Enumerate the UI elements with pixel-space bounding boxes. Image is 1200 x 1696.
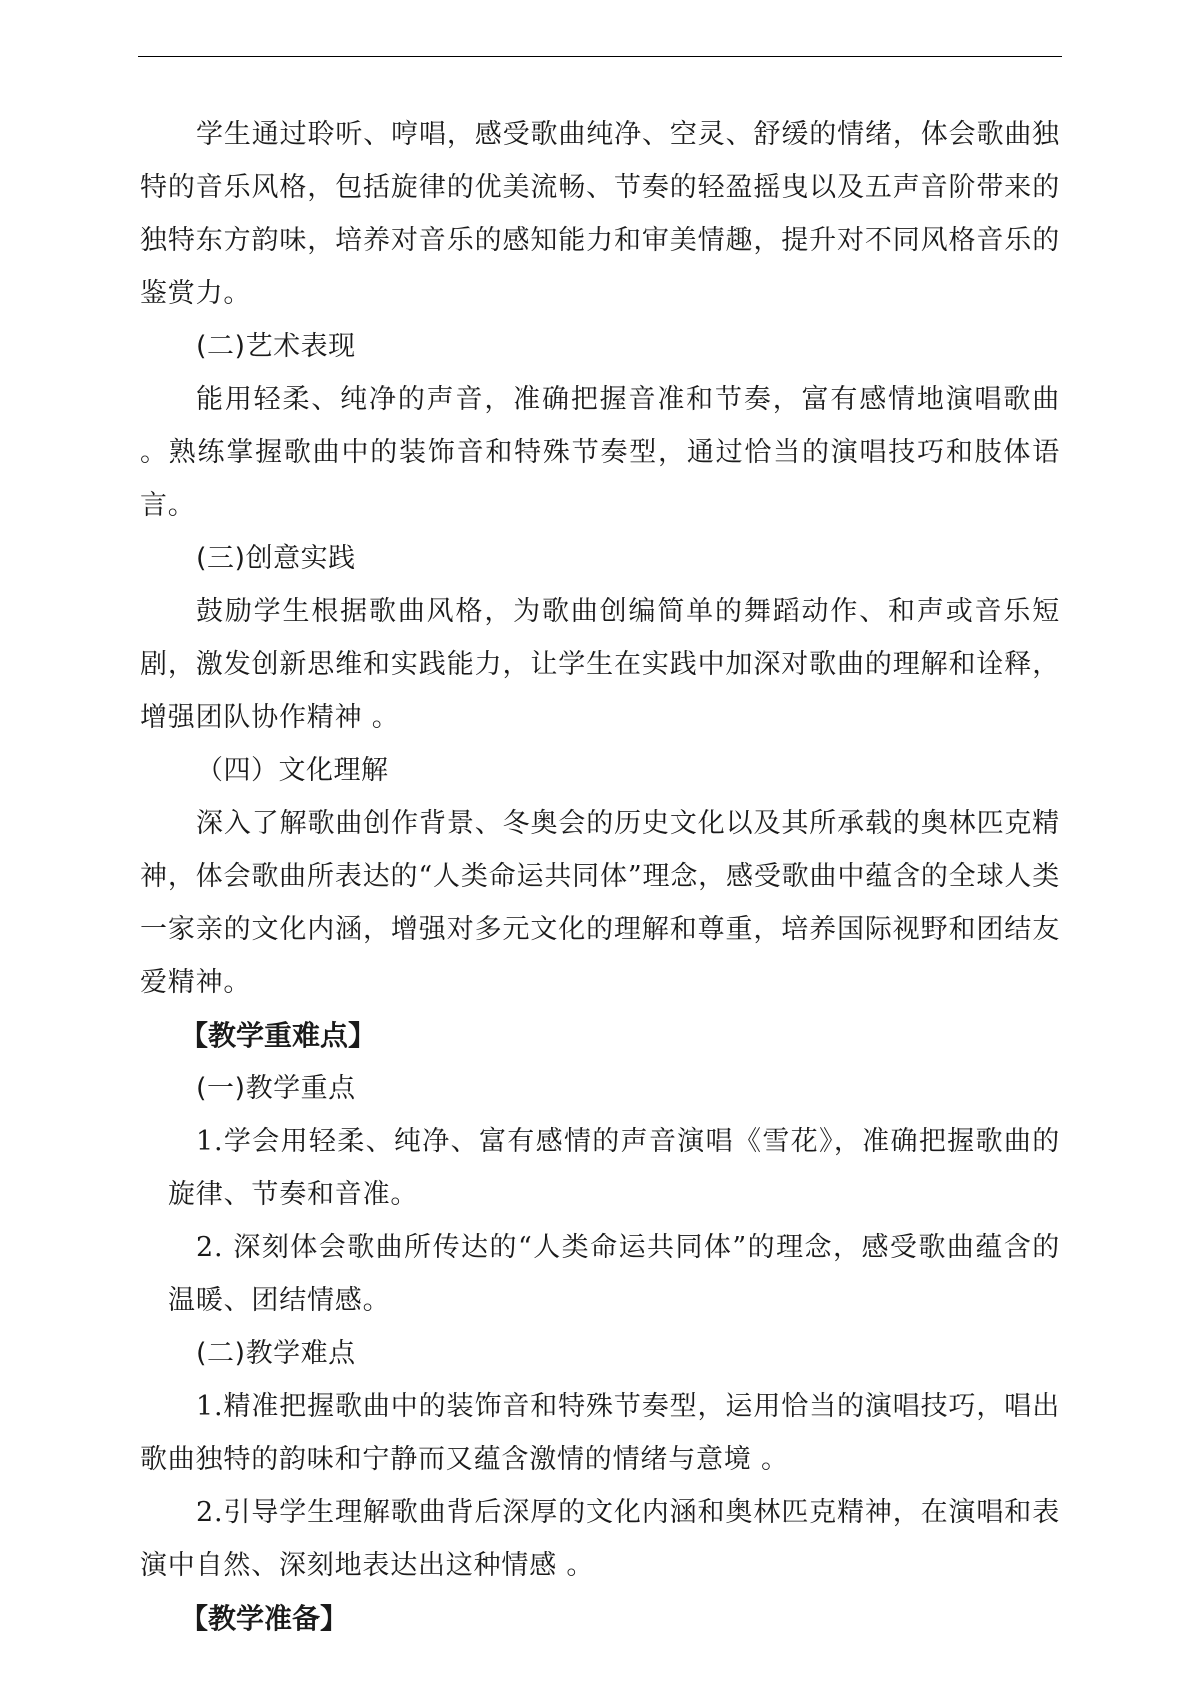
paragraph-creative-practice: 鼓励学生根据歌曲风格，为歌曲创编简单的舞蹈动作、和声或音乐短剧，激发创新思维和实践能力，让学生在实践中加深对歌曲的理解和诠释，增强团队协作精神 。 — [140, 596, 1060, 733]
subheading-difficult-points: (二)教学难点 — [196, 1338, 356, 1369]
key-point-item-2: 2. 深刻体会歌曲所传达的“人类命运共同体”的理念，感受歌曲蕴含的温暖、团结情感。 — [168, 1232, 1060, 1316]
heading-key-and-difficult-points: 【教学重难点】 — [180, 1019, 377, 1052]
heading-teaching-preparation: 【教学准备】 — [180, 1602, 349, 1635]
document-body — [140, 108, 1060, 1645]
subheading-creative-practice: (三)创意实践 — [196, 543, 356, 574]
header-rule — [138, 56, 1062, 57]
difficult-point-item-1: 1.精准把握歌曲中的装饰音和特殊节奏型，运用恰当的演唱技巧，唱出歌曲独特的韵味和宁静而又蕴含激情的情绪与意境 。 — [140, 1391, 1060, 1475]
subheading-cultural-understanding: （四）文化理解 — [196, 755, 389, 786]
paragraph-artistic-expression: 能用轻柔、纯净的声音，准确把握音准和节奏，富有感情地演唱歌曲 。熟练掌握歌曲中的装饰音和特殊节奏型，通过恰当的演唱技巧和肢体语言。 — [140, 384, 1060, 521]
difficult-point-item-2: 2.引导学生理解歌曲背后深厚的文化内涵和奥林匹克精神，在演唱和表演中自然、深刻地表达出这种情感 。 — [140, 1497, 1060, 1581]
subheading-artistic-expression: (二)艺术表现 — [196, 331, 356, 362]
paragraph-cultural-understanding: 深入了解歌曲创作背景、冬奥会的历史文化以及其所承载的奥林匹克精神，体会歌曲所表达的“人类命运共同体”理念，感受歌曲中蕴含的全球人类一家亲的文化内涵，增强对多元文化的理解和尊重，培养国际视野和团结友爱精神。 — [140, 808, 1060, 998]
key-point-item-1: 1.学会用轻柔、纯净、富有感情的声音演唱《雪花》，准确把握歌曲的旋律、节奏和音准。 — [168, 1126, 1060, 1210]
subheading-key-points: (一)教学重点 — [196, 1073, 356, 1104]
paragraph-aesthetic-perception: 学生通过聆听、哼唱，感受歌曲纯净、空灵、舒缓的情绪，体会歌曲独特的音乐风格，包括旋律的优美流畅、节奏的轻盈摇曳以及五声音阶带来的独特东方韵味，培养对音乐的感知能力和审美情趣，提升对不同风格音乐的鉴赏力。 — [140, 119, 1060, 309]
